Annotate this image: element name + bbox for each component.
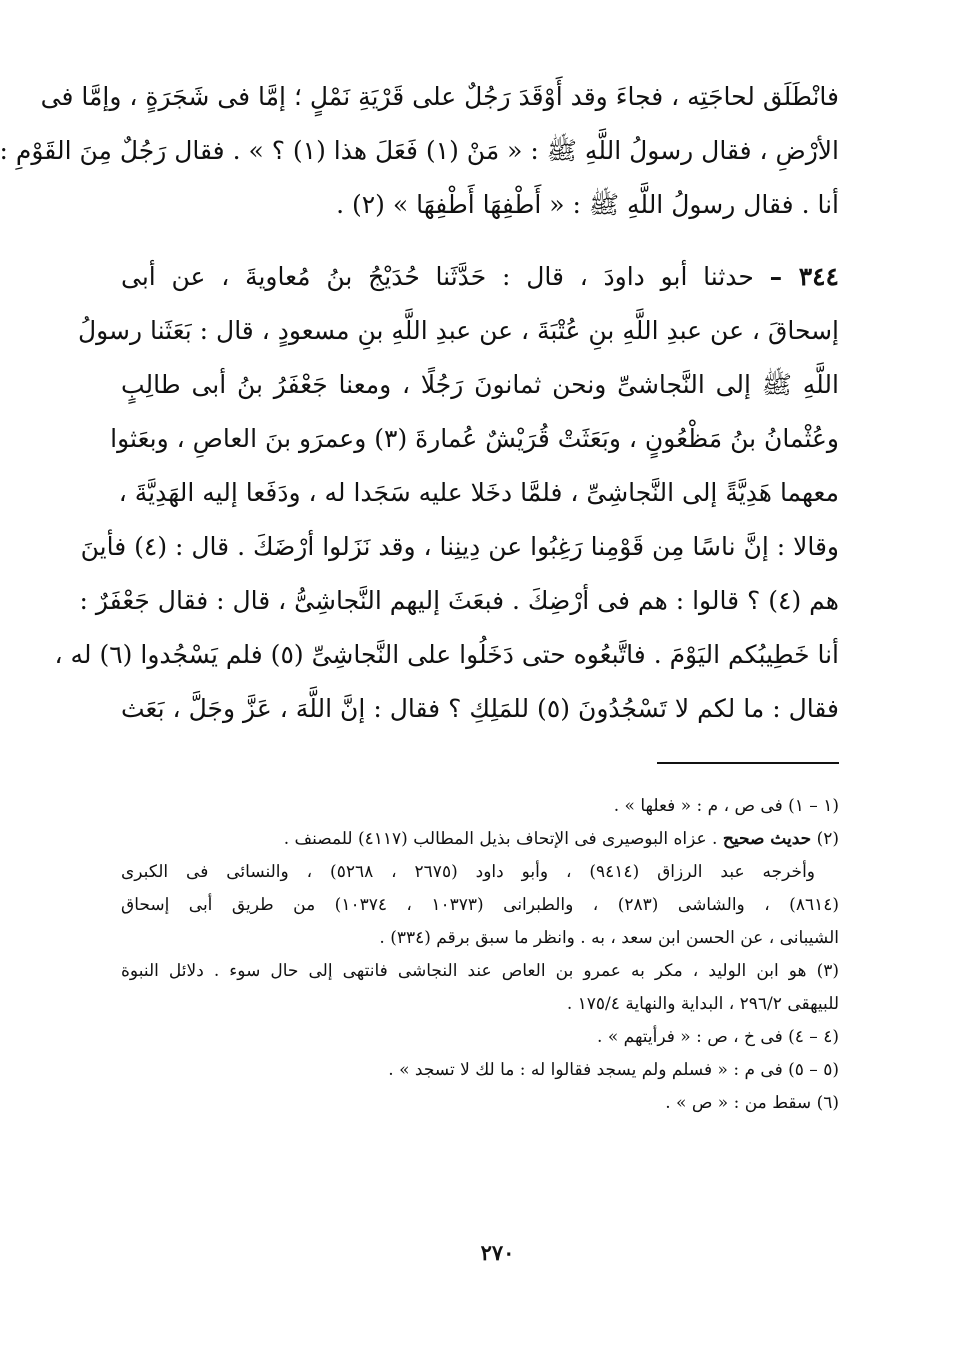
text-line: إسحاقَ ، عن عبدِ اللَّهِ بنِ عُتْبَةَ ، عن عبدِ اللَّهِ بنِ مسعودٍ ، قال : بَعَثَنا رسولُ — [77, 316, 839, 345]
hadith-line-text: حدثنا أبو داودَ ، قال : حَدَّثَنا حُدَيْجُ بنُ مُعاويةَ ، عن أبى — [121, 262, 754, 291]
text-line: وعُثْمانُ بنُ مَظْعُونٍ ، وبَعَثَتْ قُرَيْشٌ عُمارةَ (٣) وعمرَو بنَ العاصِ ، وبعَثوا — [110, 424, 839, 453]
text-line: أنا خَطِيبُكم اليَوْمَ . فاتَّبعُوه حتى دَخَلُوا على النَّجاشِىِّ (٥) فلم يَسْجُدوا (٦) له ، — [54, 640, 839, 669]
footnote-3-continuation: للبيهقى ٢٩٦/٢ ، البداية والنهاية ١٧٥/٤ . — [566, 994, 839, 1014]
footnote-4: (٤ – ٤) فى خ ، ص : « فرأيتهم » . — [597, 1027, 839, 1047]
text-line: اللَّهِ ﷺ إلى النَّجاشىِّ ونحن ثمانونَ رَجُلًا ، ومعنا جَعْفَرُ بنُ أبى طالِبٍ — [121, 370, 839, 399]
text-line: أنا . فقال رسولُ اللَّهِ ﷺ : « أَطْفِهَا أَطْفِهَا » (٢) . — [336, 190, 839, 219]
paragraph-gap — [121, 232, 839, 250]
text-line: معهما هَدِيَّةً إلى النَّجاشِىِّ ، فلمَّا دخَلا عليه سَجَدا له ، ودَفَعا إليه الهَدِيَّةَ ، — [118, 478, 839, 507]
text-line: فانْطَلَق لحاجَتِه ، فجاءَ وقد أَوْقَدَ رَجُلٌ على قَرْيَةِ نَمْلٍ ؛ إمَّا فى شَجَرَةٍ ، وإمَّا فى — [40, 82, 839, 111]
footnote-2-continuation: الشيبانى ، عن الحسن ابن سعد ، به . وانظر ما سبق برقم (٣٣٤) . — [379, 928, 839, 948]
text-line: الأرْضِ ، فقال رسولُ اللَّهِ ﷺ : « مَنْ (١) فَعَلَ هذا (١) ؟ » . فقال رَجُلٌ مِنَ القَوْمِ : — [0, 136, 839, 165]
footnote-3: (٣) هو ابن الوليد ، مكر به عمرو بن العاص عند النجاشى فانتهى إلى حال سوء . دلائل النبوة — [121, 961, 839, 981]
footnote-2-text: . عزاه البوصيرى فى الإتحاف بذيل المطالب (٤١١٧) للمصنف . — [283, 829, 718, 849]
hadith-first-line — [121, 250, 839, 304]
page-number: ٢٧٠ — [480, 1240, 515, 1265]
footnote-2-grade: حديث صحيح — [722, 829, 812, 849]
main-text — [0, 70, 840, 736]
footnote-6: (٦) سقط من : « ص » . — [665, 1093, 839, 1113]
hadith-number: ٣٤٤ – — [769, 262, 839, 291]
footnote-2-continuation: وأخرجه عبد الرزاق (٩٤١٤) ، وأبو داود (٢٦٧٥ ، ٥٢٦٨) ، والنسائى فى الكبرى — [121, 862, 815, 882]
footnote-1: (١ – ١) فى ص ، م : « فعلها » . — [613, 796, 839, 816]
text-line: فقال : ما لكم لا تَسْجُدُونَ (٥) للمَلِكِ ؟ فقال : إنَّ اللَّهَ ، عَزَّ وجَلَّ ، بَعَث — [121, 694, 840, 723]
footnote-5: (٥ – ٥) فى م : « فسلم ولم يسجد فقالوا له : ما لك لا تسجد » . — [388, 1060, 839, 1080]
footnote-2 — [121, 823, 839, 856]
footnote-2-continuation: (٨٦١٤) ، والشاشى (٢٨٣) ، والطبرانى (١٠٣٧٣ ، ١٠٣٧٤) من طريق أبى إسحاق — [121, 895, 839, 915]
text-line: هم (٤) ؟ قالوا : هم فى أرْضِكَ . فبعَثَ إليهم النَّجاشِىُّ ، قال : فقال جَعْفَرٌ : — [79, 586, 839, 615]
text-line: وقالا : إنَّ ناسًا مِن قَوْمِنا رَغِبُوا عن دِينِنا ، وقد نَزَلوا أرْضَكَ . قال : (٤) فأينَ — [80, 532, 839, 561]
footnote-separator — [657, 762, 839, 764]
footnote-2-label: (٢) — [816, 829, 839, 849]
footnotes — [121, 790, 839, 1120]
